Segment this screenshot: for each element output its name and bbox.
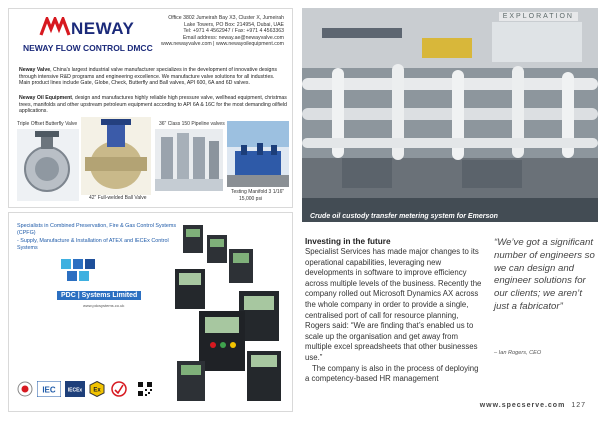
neway-address <box>134 15 284 48</box>
pdc-company-name: PDC | Systems Limited <box>57 291 141 300</box>
neway-address-line: Lake Towers, PO Box: 214954, Dubai, UAE <box>184 21 284 28</box>
quality-mark-icon <box>111 381 127 397</box>
section-label: EXPLORATION <box>499 12 578 21</box>
pdc-headline <box>17 223 177 253</box>
ball-valve-image <box>81 117 151 195</box>
cert-iecex-text: IECEx <box>67 387 83 394</box>
footer-website: www.specserve.com <box>479 402 566 409</box>
pdc-headline-line: - Supply, Manufacture & Installation of ATEX and IECEx Control Systems <box>17 237 169 252</box>
metering-system-photo <box>302 8 598 222</box>
certification-seal-icon <box>17 381 33 397</box>
product-label-butterfly: Triple Offset Butterfly Valve <box>17 121 78 127</box>
neway-subtitle: NEWAY FLOW CONTROL DMCC <box>23 43 153 53</box>
pdc-url: www.pdcsystems.co.uk <box>83 303 125 308</box>
pdc-logo <box>47 255 167 308</box>
neway-address-line: Email address: neway.ae@newayvalve.com <box>182 34 284 41</box>
product-label-ball: 42" Full-welded Ball Valve <box>89 195 147 201</box>
neway-paragraph-oil <box>19 95 287 115</box>
control-cabinets-image <box>169 221 287 407</box>
neway-paragraph-valve <box>19 67 287 87</box>
neway-address-line: Office 3802 Jumeirah Bay X3, Cluster X, Jumeirah <box>168 15 284 21</box>
testing-manifold-image <box>227 121 289 187</box>
photo-caption: Crude oil custody transfer metering system for Emerson <box>310 213 498 220</box>
pipeline-valves-image <box>155 129 223 191</box>
cert-ex-text: Ex <box>93 387 101 394</box>
pull-quote-author: – Ian Rogers, CEO <box>494 350 542 356</box>
neway-para2-text: , design and manufactures highly reliable high pressure valve, wellhead equipment, christmas trees, manifolds and other upstream petroleum equipment according to API 6A & 16C for the most demanding oilfield applications. <box>19 95 287 115</box>
iecex-logo-icon <box>65 381 85 397</box>
page-footer <box>480 402 586 409</box>
article-paragraph: Specialist Services has made major changes to its operational capabilities, leveraging new developments in software to improve efficiency across multiple levels of the business. Recently the company rolled out Microsoft Dynamics AX across the whole company in order to provide a single, centralised port of call for resource planning, Rogers said: “We are finding that’s enabled us to scale up the organisation and get away from multiple excel spreadsheets that other businesses use.” <box>305 247 482 362</box>
pdc-advert <box>8 212 293 412</box>
article-body <box>305 237 483 385</box>
neway-advert <box>8 8 293 208</box>
qr-code-icon <box>137 381 153 397</box>
ex-hexagon-icon <box>89 381 105 397</box>
neway-logo <box>17 15 153 63</box>
pdc-headline-line: Specialists in Combined Preservation, Fire & Gas Control Systems (CPFG) <box>17 223 177 237</box>
neway-address-line: Tel: +971 4 4562947 / Fax: +971 4 4563363 <box>183 28 284 35</box>
neway-para1-lead: Neway Valve <box>19 67 51 73</box>
neway-address-line: www.newayvalve.com | www.newayoilequipment.com <box>160 41 284 48</box>
metering-system-image <box>302 8 598 222</box>
neway-para2-lead: Neway Oil Equipment <box>19 95 73 101</box>
certification-logos <box>17 381 167 405</box>
pull-quote: “We’ve got a significant number of engineers so we can design and engineer solutions for our clients; we aren’t just a fabricator” <box>494 237 595 312</box>
article-paragraph: The company is also in the process of deploying a competency-based HR management <box>305 363 479 384</box>
pdc-logo-mark-icon <box>61 255 101 285</box>
product-label-pressure: 15,000 psi <box>239 196 263 202</box>
product-label-manifold: Testing Manifold 3 1/16" <box>231 189 285 195</box>
product-label-pipeline: 36" Class 150 Pipeline valves <box>159 121 225 127</box>
neway-logo-mark-icon <box>39 17 75 37</box>
iec-logo-icon <box>37 381 61 397</box>
neway-para1-text: , China's largest industrial valve manufacturer specializes in the development of innovative designs through intensive R&D programs and engineering excellence. We manufacture valve solutions for all industries. Main product lines include Gate, Globe, Check, Butterfly and Ball valves, API 600, 6A and 6D valves. <box>19 67 277 87</box>
cert-iec-text: IEC <box>42 385 56 395</box>
butterfly-valve-image <box>17 129 79 201</box>
page-number: 127 <box>571 402 586 409</box>
article-heading: Investing in the future <box>305 237 391 246</box>
neway-brand: NEWAY <box>71 19 135 38</box>
